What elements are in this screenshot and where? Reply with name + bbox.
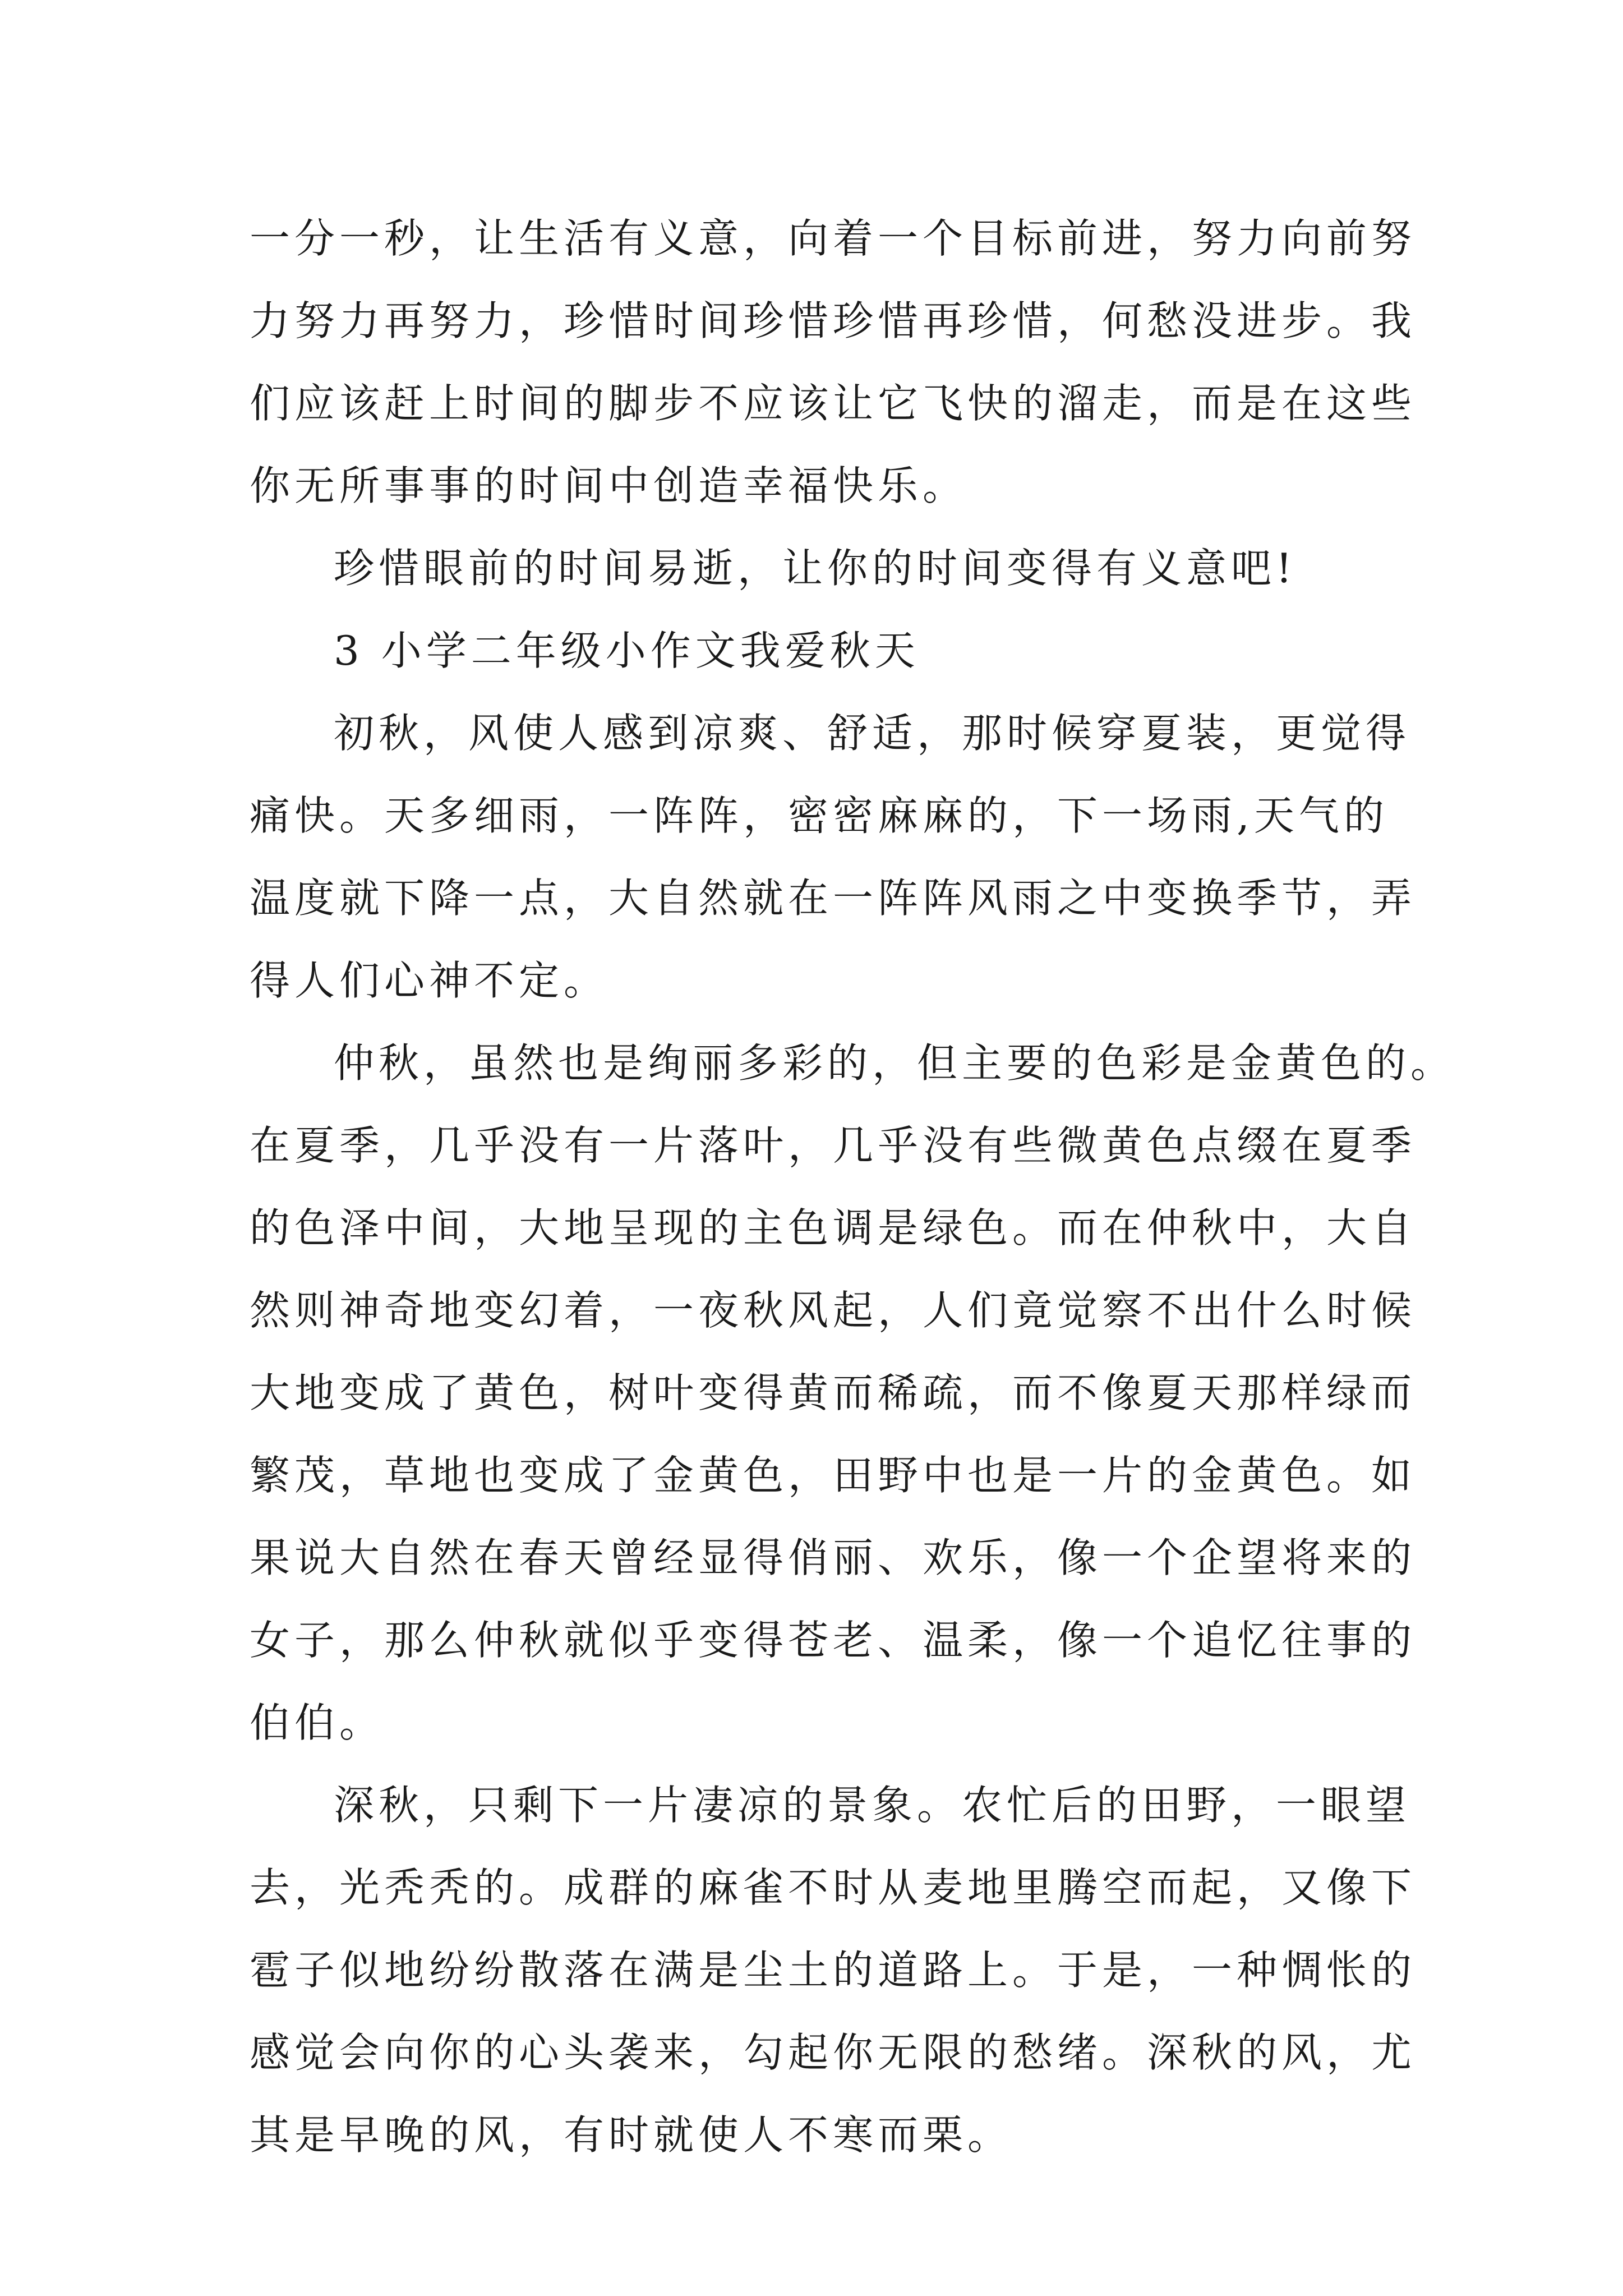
text-line: 繁茂，草地也变成了金黄色，田野中也是一片的金黄色。如: [250, 1452, 1417, 1499]
text-line: 大地变成了黄色，树叶变得黄而稀疏，而不像夏天那样绿而: [250, 1369, 1417, 1416]
text-line: 女子，那么仲秋就似乎变得苍老、温柔，像一个追忆往事的: [250, 1617, 1417, 1664]
text-line: 伯伯。: [250, 1699, 385, 1746]
text-line: 一分一秒，让生活有义意，向着一个目标前进，努力向前努: [250, 215, 1417, 262]
document-body: [250, 197, 1456, 2177]
text-line: 你无所事事的时间中创造幸福快乐。: [250, 462, 968, 509]
text-line: 得人们心神不定。: [250, 957, 609, 1004]
text-line: 仲秋，虽然也是绚丽多彩的，但主要的色彩是金黄色的。: [334, 1039, 1456, 1087]
paragraph: [250, 197, 1417, 527]
section-heading: [250, 610, 1380, 692]
text-line: 温度就下降一点，大自然就在一阵阵风雨之中变换季节，弄: [250, 875, 1417, 922]
text-line: 深秋，只剩下一片凄凉的景象。农忙后的田野，一眼望: [334, 1782, 1411, 1829]
paragraph: [250, 692, 1417, 1022]
text-line: 果说大自然在春天曾经显得俏丽、欢乐，像一个企望将来的: [250, 1534, 1417, 1581]
text-line: 雹子似地纷纷散落在满是尘土的道路上。于是，一种惆怅的: [250, 1947, 1417, 1994]
paragraph: [250, 1764, 1417, 2177]
text-line: 痛快。天多细雨，一阵阵，密密麻麻的，下一场雨,天气的: [250, 792, 1389, 839]
text-line: 们应该赶上时间的脚步不应该让它飞快的溜走，而是在这些: [250, 380, 1417, 427]
paragraph: [250, 527, 1380, 610]
text-line: 初秋，风使人感到凉爽、舒适，那时候穿夏装，更觉得: [334, 710, 1411, 757]
text-line: 力努力再努力，珍惜时间珍惜珍惜再珍惜，何愁没进步。我: [250, 297, 1417, 344]
text-line: 其是早晚的风，有时就使人不寒而栗。: [250, 2111, 1013, 2159]
text-line: 去，光秃秃的。成群的麻雀不时从麦地里腾空而起，又像下: [250, 1864, 1417, 1911]
text-line: 然则神奇地变幻着，一夜秋风起，人们竟觉察不出什么时候: [250, 1287, 1417, 1334]
paragraph: [250, 1022, 1456, 1764]
text-line: 感觉会向你的心头袭来，勾起你无限的愁绪。深秋的风，尤: [250, 2029, 1417, 2076]
text-line: 的色泽中间，大地呈现的主色调是绿色。而在仲秋中，大自: [250, 1204, 1417, 1251]
text-line: 在夏季，几乎没有一片落叶，几乎没有些微黄色点缀在夏季: [250, 1122, 1417, 1169]
text-line: 珍惜眼前的时间易逝，让你的时间变得有义意吧!: [334, 545, 1297, 592]
heading-text: 3 小学二年级小作文我爱秋天: [334, 627, 920, 674]
